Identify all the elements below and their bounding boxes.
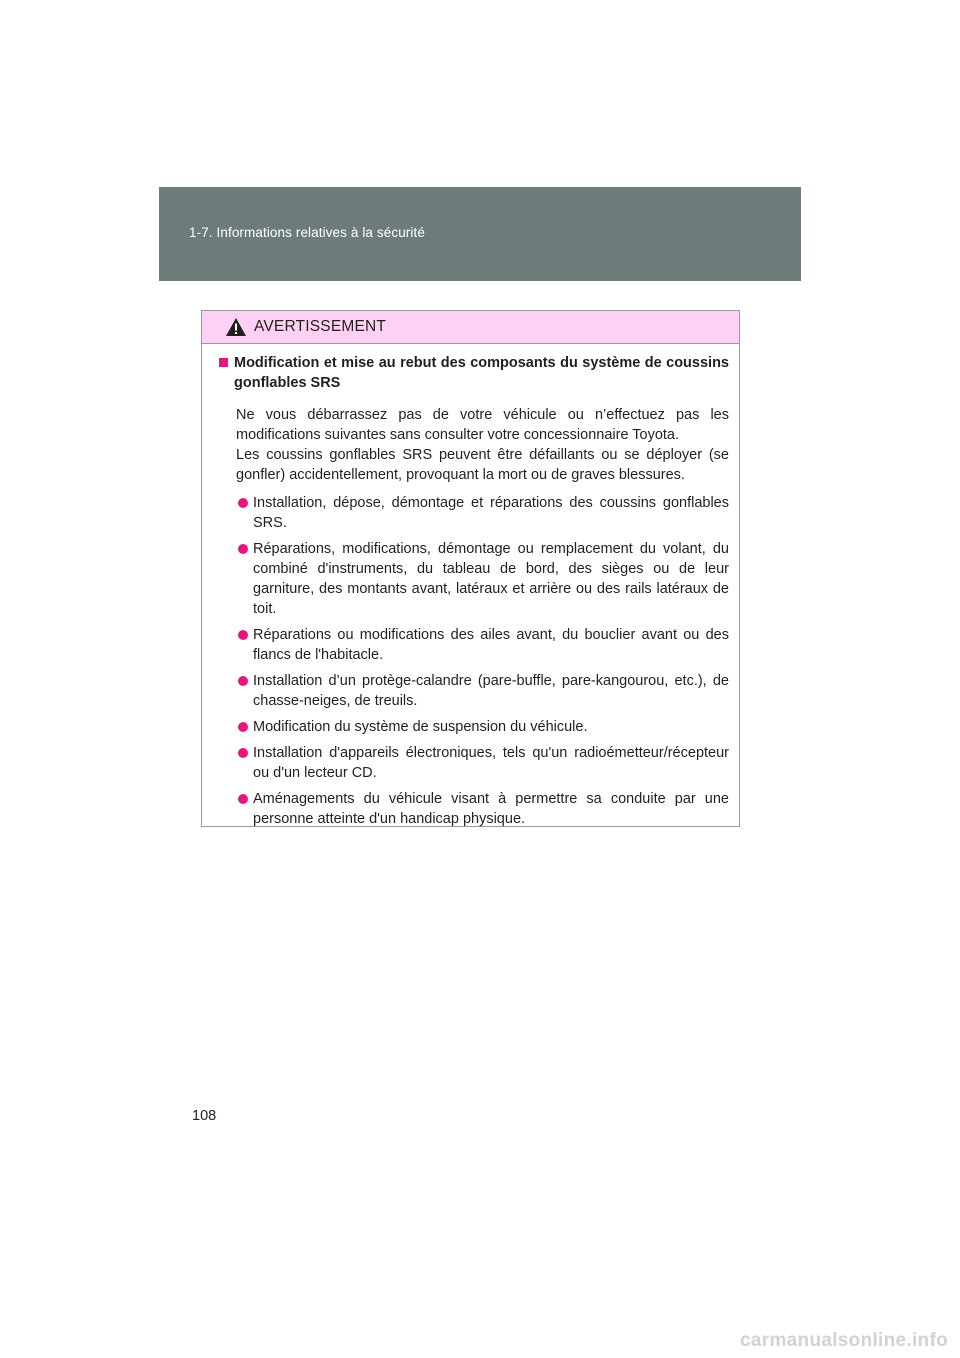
warning-heading-row: [219, 353, 729, 393]
list-item: [238, 539, 729, 619]
section-header-band: [159, 187, 801, 281]
warning-header: [202, 311, 739, 344]
list-item-text: Réparations, modifications, démontage ou remplacement du volant, du combiné d'instruments, du tableau de bord, des sièges ou de leur garniture, des montants avant, latéraux et arrière ou des rails latéraux de toit.: [253, 541, 729, 617]
warning-label: AVERTISSEMENT: [254, 318, 387, 335]
warning-triangle-icon: [225, 317, 247, 337]
list-item: [238, 493, 729, 533]
bullet-dot-icon: [238, 722, 248, 732]
warning-body: [202, 344, 739, 829]
warning-intro: [236, 405, 729, 485]
list-item-text: Modification du système de suspension du véhicule.: [253, 719, 588, 735]
bullet-dot-icon: [238, 498, 248, 508]
bullet-dot-icon: [238, 544, 248, 554]
list-item-text: Aménagements du véhicule visant à permettre sa conduite par une personne atteinte d'un handicap physique.: [253, 791, 729, 827]
list-item-text: Installation, dépose, démontage et réparations des coussins gonflables SRS.: [253, 495, 729, 531]
bullet-dot-icon: [238, 794, 248, 804]
intro-line: Ne vous débarrassez pas de votre véhicule ou n’effectuez pas les modifications suivantes sans consulter votre concessionnaire Toyota.: [236, 407, 729, 443]
warning-heading: Modification et mise au rebut des composants du système de coussins gonflables SRS: [234, 355, 729, 391]
section-title: 1-7. Informations relatives à la sécurité: [189, 225, 425, 240]
list-item: [238, 743, 729, 783]
watermark: carmanualsonline.info: [740, 1330, 948, 1351]
modification-list: [219, 493, 729, 829]
list-item: [238, 671, 729, 711]
list-item-text: Installation d’un protège-calandre (pare-buffle, pare-kangourou, etc.), de chasse-neiges, de treuils.: [253, 673, 729, 709]
bullet-dot-icon: [238, 630, 248, 640]
square-bullet-icon: [219, 358, 228, 367]
list-item: [238, 717, 729, 737]
list-item: [238, 789, 729, 829]
list-item-text: Installation d'appareils électroniques, tels qu'un radioémetteur/récepteur ou d'un lecteur CD.: [253, 745, 729, 781]
bullet-dot-icon: [238, 676, 248, 686]
list-item-text: Réparations ou modifications des ailes avant, du bouclier avant ou des flancs de l'habitacle.: [253, 627, 729, 663]
warning-box: [201, 310, 740, 827]
page-number: 108: [192, 1108, 217, 1124]
bullet-dot-icon: [238, 748, 248, 758]
list-item: [238, 625, 729, 665]
intro-line: Les coussins gonflables SRS peuvent être défaillants ou se déployer (se gonfler) accidentellement, provoquant la mort ou de graves blessures.: [236, 447, 729, 483]
